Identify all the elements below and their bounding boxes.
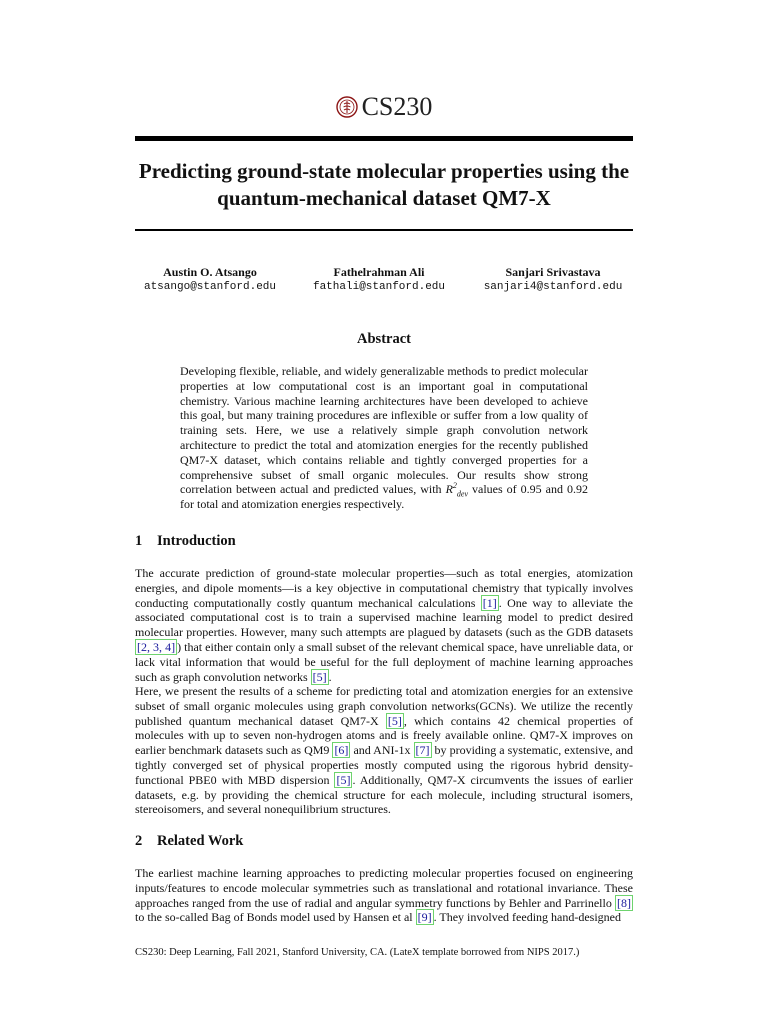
abstract-text-end: values of 0.95 and 0.92 for total and atomization energies respectively. <box>180 482 588 512</box>
logo-text: CS230 <box>361 92 433 121</box>
abstract-text <box>180 364 588 512</box>
section-heading-introduction <box>135 532 236 550</box>
citation-link[interactable]: [5] <box>312 669 327 684</box>
title-top-rule <box>135 136 633 141</box>
citation-link[interactable]: [5] <box>387 713 402 728</box>
math-base: R <box>445 482 453 497</box>
section-title: Related Work <box>157 833 244 849</box>
author-name: Sanjari Srivastava <box>505 265 601 279</box>
citation-link[interactable]: [6] <box>334 743 349 758</box>
math-subscript: dev <box>456 489 469 499</box>
abstract-heading: Abstract <box>357 331 411 347</box>
section-title: Introduction <box>157 533 236 549</box>
stanford-seal-icon <box>336 96 358 118</box>
author-name: Fathelrahman Ali <box>333 265 425 279</box>
citation-link[interactable]: [2, 3, 4] <box>137 639 176 654</box>
author-email[interactable]: sanjari4@stanford.edu <box>483 281 623 293</box>
author-email[interactable]: fathali@stanford.edu <box>312 281 446 293</box>
author-block <box>473 265 633 295</box>
citation-link[interactable]: [5] <box>336 772 351 787</box>
section-heading-related-work <box>135 832 243 850</box>
section-number: 1 <box>135 533 143 549</box>
author-list <box>135 265 633 295</box>
citation-link[interactable]: [8] <box>617 895 631 910</box>
author-block <box>135 265 285 295</box>
author-block <box>299 265 459 295</box>
abstract-text-main: Developing flexible, reliable, and widely generalizable methods to predict molecular properties at low computational cost is an important goal in computational chemistry. Various machine learning architectures have been developed to achieve this goal, but many training procedures are inflexible or suffer from a low quality of training sets. Here, we use a relatively simple graph convolution network architecture to predict the total and atomization energies for the recently published QM7-X dataset, which contains reliable and tightly converged properties for a comprehensive subset of small organic molecules. Our results show strong correlation between actual and predicted values, with <box>180 364 588 497</box>
footnote: CS230: Deep Learning, Fall 2021, Stanford University, CA. (LateX template borrowed from NIPS 2017.) <box>135 947 580 958</box>
section-number: 2 <box>135 833 143 849</box>
citation-link[interactable]: [7] <box>415 743 430 758</box>
citation-link[interactable]: [1] <box>482 595 497 610</box>
title-bottom-rule <box>135 229 633 231</box>
paragraph: Here, we present the results of a scheme for predicting total and atomization energies for an extensive subset of small organic molecules using graph convolution networks(GCNs). We utilize the recently published quantum mechanical dataset QM7-X [5] , which contains 42 chemical properties of molecules with up to seven non-hydrogen atoms and is freely available online. QM7-X improves on earlier benchmark datasets such as QM9 [6] and ANI-1x [7] by providing a systematic, extensive, and tightly converged set of physical properties mostly computed using the rigorous hybrid density-functional PBE0 with MBD dispersion [5] . Additionally, QM7-X circumvents the issues of earlier datasets, e.g. by providing the chemical structure for each molecule, including structural isomers, stereoisomers, and several nonequilibrium structures. <box>135 684 633 817</box>
author-email[interactable]: atsango@stanford.edu <box>143 281 277 293</box>
paper-title: Predicting ground-state molecular properties using the quantum-mechanical dataset QM7-X <box>138 159 630 210</box>
cs230-logo <box>0 92 768 122</box>
author-name: Austin O. Atsango <box>163 265 257 279</box>
math-superscript: 2 <box>452 481 457 491</box>
citation-link[interactable]: [9] <box>417 910 432 925</box>
paragraph: The accurate prediction of ground-state molecular properties—such as total energies, atomization energies, and dipole moments—is a key objective in computational chemistry that typically involves conducting computationally costly quantum mechanical calculations [1] . One way to alleviate the associated computational cost is to train a supervised machine learning model to predict desired molecular properties. However, many such attempts are plagued by datasets (such as the GDB datasets [2, 3, 4] ) that either contain only a small subset of the relevant chemical space, have unreliable data, or lack vital information that would be useful for the full deployment of machine learning approaches such as graph convolution networks [5] . <box>135 566 633 684</box>
paragraph: The earliest machine learning approaches to predicting molecular properties focused on engineering inputs/features to encode molecular symmetries such as translational and rotational invariance. These approaches ranged from the use of radial and angular symmetry functions by Behler and Parrinello [8] to the so-called Bag of Bonds model used by Hansen et al [9] . They involved feeding hand-designed <box>135 866 633 925</box>
r-squared-dev-math <box>445 481 469 499</box>
